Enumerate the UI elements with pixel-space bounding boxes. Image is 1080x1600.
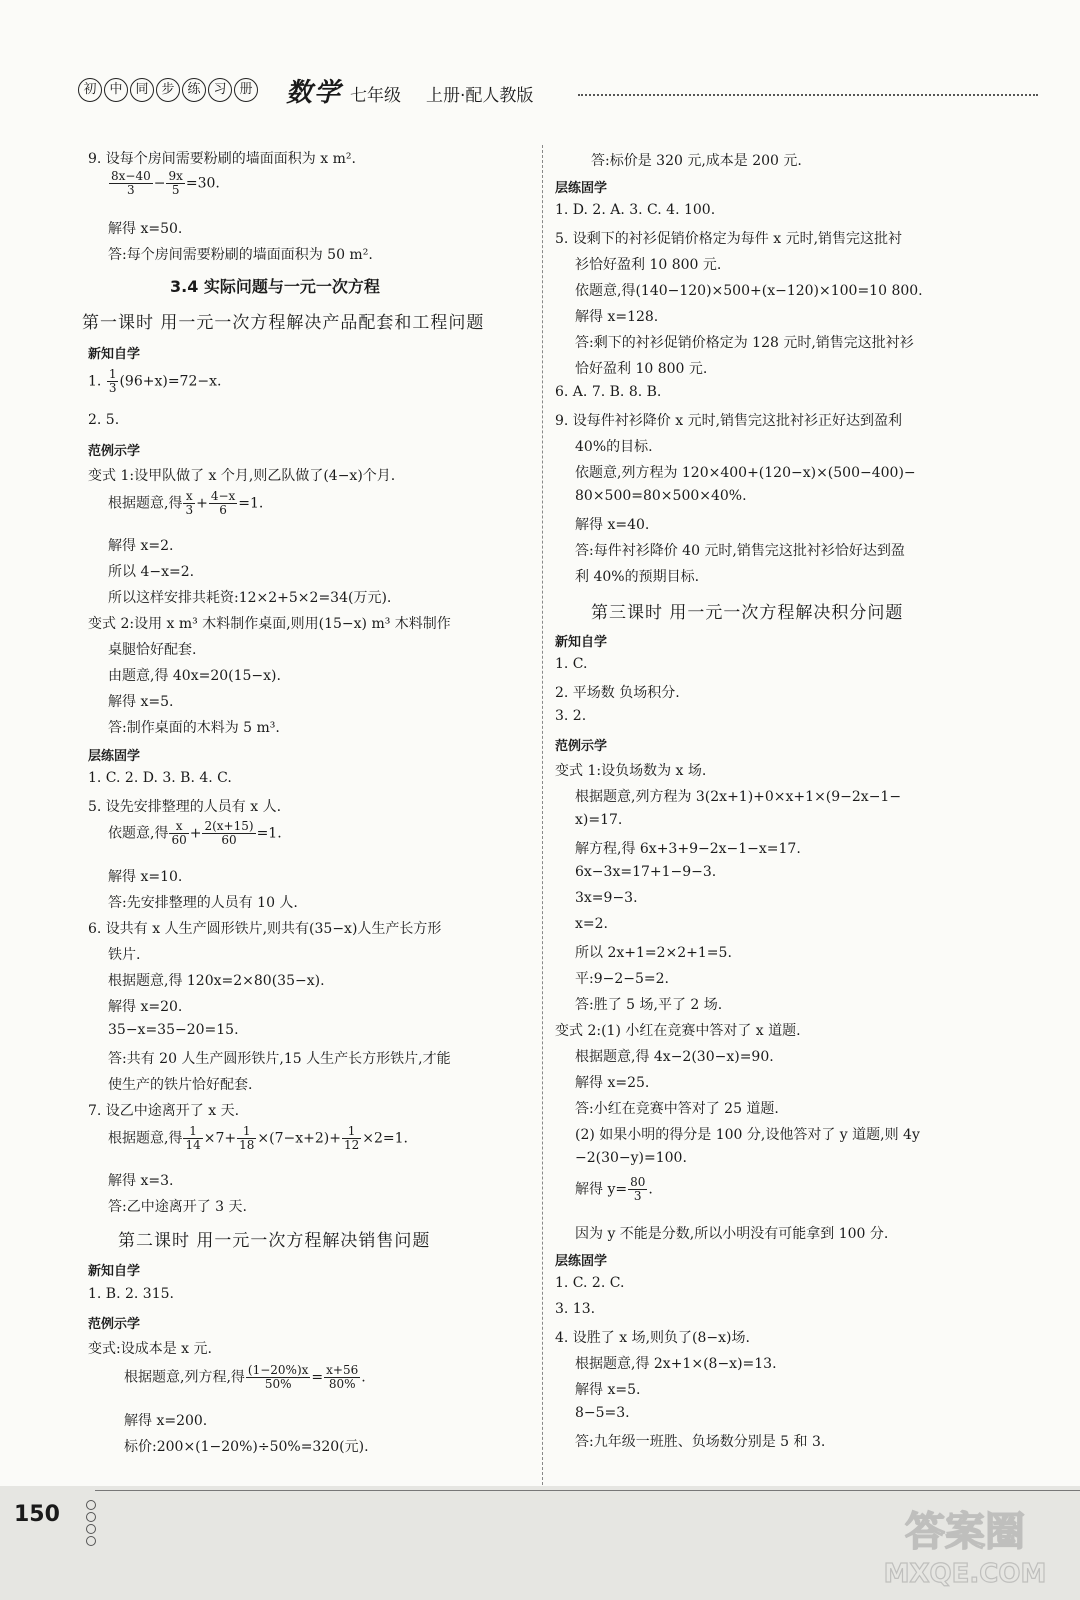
answer-line: 根据题意,得 2x+1×(8−x)=13. (575, 1356, 777, 1372)
answer-line: 9. 设每个房间需要粉刷的墙面面积为 x m². (88, 151, 356, 167)
fraction: $\frac{(1-20\%)x}{50\%}$ (247, 1363, 309, 1391)
series-char: 习 (208, 78, 232, 102)
page-decoration (86, 1500, 98, 1548)
grade-label: 七年级 (350, 86, 401, 106)
subsection-heading: 新知自学 (88, 347, 141, 362)
answer-line: 解得 x=50. (108, 221, 183, 237)
answer-line: x)=17. (575, 812, 623, 828)
series-char: 册 (234, 78, 258, 102)
lesson-title: 第三课时 用一元一次方程解决积分问题 (591, 603, 904, 623)
answer-line: 解得 x=128. (575, 309, 659, 325)
answer-line: 利 40%的预期目标. (575, 569, 700, 585)
subsection-heading: 范例示学 (555, 739, 608, 754)
answer-line: 铁片. (108, 947, 141, 963)
answer-line: 1. C. 2. C. (555, 1275, 625, 1291)
answer-line: 解得 x=200. (124, 1413, 208, 1429)
answer-line: 解得 x=5. (575, 1382, 641, 1398)
fraction: $\frac{x}{3}$ (185, 489, 194, 517)
equation-line: 依题意,得 $\frac{x}{60}$ + $\frac{2(x+15)}{60}$ =1. (108, 819, 282, 847)
answer-line: 标价:200×(1−20%)÷50%=320(元). (124, 1439, 369, 1455)
header-dotted-rule (578, 94, 1038, 96)
subsection-heading: 层练固学 (555, 181, 608, 196)
series-char: 中 (104, 78, 128, 102)
answer-line: 答:每件衬衫降价 40 元时,销售完这批衬衫恰好达到盈 (575, 543, 905, 559)
equation-line: 根据题意,得 $\frac{x}{3}$ + $\frac{4-x}{6}$ =1. (108, 489, 264, 517)
answer-line: 根据题意,得 120x=2×80(35−x). (108, 973, 325, 989)
fraction: $\frac{80}{3}$ (630, 1175, 646, 1203)
answer-line: 3x=9−3. (575, 890, 638, 906)
equation-line: $\frac{8x-40}{3}$ − $\frac{9x}{5}$ =30. (111, 169, 220, 197)
answer-line: 7. 设乙中途离开了 x 天. (88, 1103, 240, 1119)
fraction: $\frac{1}{12}$ (343, 1124, 360, 1152)
answer-line: −2(30−y)=100. (575, 1150, 687, 1166)
answer-line: 解得 x=3. (108, 1173, 174, 1189)
answer-line: 35−x=35−20=15. (108, 1022, 239, 1038)
subject-title: 数学 (286, 78, 343, 108)
answer-line: 变式 2:设用 x m³ 木料制作桌面,则用(15−x) m³ 木料制作 (88, 616, 451, 632)
section-title: 3.4 实际问题与一元一次方程 (170, 277, 380, 296)
answer-line: 5. 设先安排整理的人员有 x 人. (88, 799, 282, 815)
series-title (78, 78, 258, 102)
footer-rule (95, 1490, 1080, 1491)
answer-line: 根据题意,得 4x−2(30−x)=90. (575, 1049, 774, 1065)
fraction: $\frac{2(x+15)}{60}$ (204, 819, 254, 847)
fraction: $\frac{1}{18}$ (239, 1124, 255, 1152)
answer-line: 所以 4−x=2. (108, 564, 195, 580)
answer-line: 使生产的铁片恰好配套. (108, 1077, 253, 1093)
answer-line: 80×500=80×500×40%. (575, 488, 747, 504)
answer-line: 6x−3x=17+1−9−3. (575, 864, 717, 880)
answer-line: 变式:设成本是 x 元. (88, 1341, 212, 1357)
answer-line: 桌腿恰好配套. (108, 642, 197, 658)
page-header (78, 78, 1038, 110)
answer-line: 1. D. 2. A. 3. C. 4. 100. (555, 202, 716, 218)
lesson-title: 第一课时 用一元一次方程解决产品配套和工程问题 (82, 313, 485, 333)
watermark-text-top: 答案圈 (905, 1509, 1025, 1555)
answer-line: 4. 设胜了 x 场,则负了(8−x)场. (555, 1330, 750, 1346)
watermark-text-bottom: MXQE.COM (883, 1559, 1047, 1589)
page-number: 150 (14, 1502, 60, 1527)
answer-line: x=2. (575, 916, 608, 932)
answer-line: 因为 y 不能是分数,所以小明没有可能拿到 100 分. (575, 1226, 889, 1242)
subsection-heading: 范例示学 (88, 444, 141, 459)
answer-line: 2. 5. (88, 412, 120, 428)
subsection-heading: 范例示学 (88, 1317, 141, 1332)
answer-line: 解得 x=10. (108, 869, 183, 885)
equation-line: 根据题意,得 $\frac{1}{14}$ ×7+ $\frac{1}{18}$ ×(7−x+2)+ $\frac{1}{12}$ ×2=1. (108, 1124, 408, 1152)
equation-line: 解得 y= $\frac{80}{3}$ . (575, 1175, 653, 1203)
answer-line: 由题意,得 40x=20(15−x). (108, 668, 281, 684)
answer-line: 答:小红在竞赛中答对了 25 道题. (575, 1101, 779, 1117)
lesson-title: 第二课时 用一元一次方程解决销售问题 (118, 1231, 431, 1251)
answer-line: 衫恰好盈利 10 800 元. (575, 257, 722, 273)
answer-line: 解得 x=40. (575, 517, 650, 533)
answer-line: 根据题意,列方程为 3(2x+1)+0×x+1×(9−2x−1− (575, 789, 902, 805)
answer-line: 6. A. 7. B. 8. B. (555, 384, 662, 400)
answer-line: 变式 2:(1) 小红在竞赛中答对了 x 道题. (555, 1023, 801, 1039)
answer-line: (2) 如果小明的得分是 100 分,设他答对了 y 道题,则 4y (575, 1127, 920, 1143)
answer-line: 所以这样安排共耗资:12×2+5×2=34(万元). (108, 590, 392, 606)
answer-line: 1. C. 2. D. 3. B. 4. C. (88, 770, 232, 786)
subsection-heading: 新知自学 (555, 635, 608, 650)
series-char: 步 (156, 78, 180, 102)
answer-line: 平:9−2−5=2. (575, 971, 669, 987)
fraction: $\frac{x}{60}$ (171, 819, 187, 847)
series-char: 同 (130, 78, 154, 102)
answer-line: 解方程,得 6x+3+9−2x−1−x=17. (575, 841, 801, 857)
answer-line: 答:制作桌面的木料为 5 m³. (108, 720, 280, 736)
answer-line: 40%的目标. (575, 439, 653, 455)
answer-line: 依题意,列方程为 120×400+(120−x)×(500−400)− (575, 465, 916, 481)
fraction: $\frac{9x}{5}$ (168, 169, 183, 197)
answer-line: 2. 平场数 负场积分. (555, 685, 680, 701)
answer-line: 解得 x=20. (108, 999, 183, 1015)
answer-line: 8−5=3. (575, 1405, 630, 1421)
fraction: $\frac{8x-40}{3}$ (111, 169, 151, 197)
equation-line: 根据题意,列方程,得 $\frac{(1-20\%)x}{50\%}$ = $\frac{x+56}{80\%}$ . (124, 1363, 366, 1391)
answer-line: 答:九年级一班胜、负场数分别是 5 和 3. (575, 1434, 826, 1450)
answer-line: 5. 设剩下的衬衫促销价格定为每件 x 元时,销售完这批衬 (555, 231, 903, 247)
answer-line: 解得 x=25. (575, 1075, 650, 1091)
answer-line: 6. 设共有 x 人生产圆形铁片,则共有(35−x)人生产长方形 (88, 921, 442, 937)
answer-line: 1. B. 2. 315. (88, 1286, 174, 1302)
fraction: $\frac{4-x}{6}$ (210, 489, 236, 517)
answer-line: 答:先安排整理的人员有 10 人. (108, 895, 298, 911)
answer-line: 解得 x=2. (108, 538, 174, 554)
subsection-heading: 层练固学 (555, 1254, 608, 1269)
answer-line: 1. C. (555, 656, 588, 672)
answer-line: 变式 1:设负场数为 x 场. (555, 763, 707, 779)
answer-line: 依题意,得(140−120)×500+(x−120)×100=10 800. (575, 283, 923, 299)
answer-line: 恰好盈利 10 800 元. (575, 361, 708, 377)
fraction: $\frac{1}{3}$ (108, 367, 117, 395)
series-char: 练 (182, 78, 206, 102)
answer-line: 答:共有 20 人生产圆形铁片,15 人生产长方形铁片,才能 (108, 1051, 451, 1067)
answer-line: 答:标价是 320 元,成本是 200 元. (591, 153, 802, 169)
answer-line: 答:剩下的衬衫促销价格定为 128 元时,销售完这批衬衫 (575, 335, 914, 351)
answer-line: 3. 13. (555, 1301, 596, 1317)
edition-label: 上册·配人教版 (426, 86, 534, 106)
subsection-heading: 层练固学 (88, 749, 141, 764)
answer-line: 变式 1:设甲队做了 x 个月,则乙队做了(4−x)个月. (88, 468, 396, 484)
answer-line: 答:每个房间需要粉刷的墙面面积为 50 m². (108, 247, 373, 263)
answer-line: 1. $\frac{1}{3}$ (96+x)=72−x. (88, 367, 222, 395)
column-divider (542, 145, 543, 1495)
answer-line: 3. 2. (555, 708, 587, 724)
fraction: $\frac{1}{14}$ (185, 1124, 201, 1152)
answer-line: 解得 x=5. (108, 694, 174, 710)
answer-line: 所以 2x+1=2×2+1=5. (575, 945, 732, 961)
fraction: $\frac{x+56}{80\%}$ (326, 1363, 359, 1391)
answer-line: 答:胜了 5 场,平了 2 场. (575, 997, 723, 1013)
answer-line: 9. 设每件衬衫降价 x 元时,销售完这批衬衫正好达到盈利 (555, 413, 903, 429)
watermark-logo (870, 1500, 1060, 1590)
subsection-heading: 新知自学 (88, 1264, 141, 1279)
answer-line: 答:乙中途离开了 3 天. (108, 1199, 247, 1215)
series-char: 初 (78, 78, 102, 102)
